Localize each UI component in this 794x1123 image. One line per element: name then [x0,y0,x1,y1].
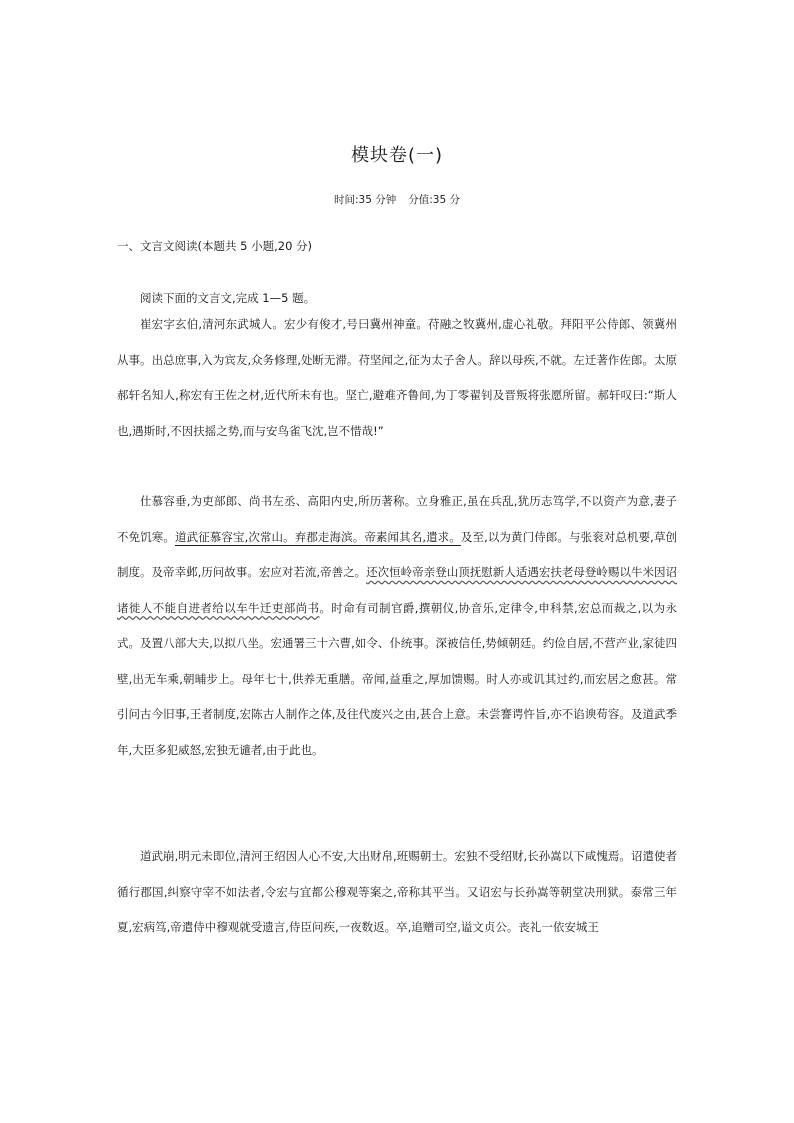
underlined-sentence-2: 弃郡走海滨。 [294,529,365,544]
time-limit: 时间:35 分钟 [334,194,397,206]
underlined-sentence-1: 道武征慕容宝,次常山。 [175,529,295,544]
exam-info [0,192,794,207]
section-heading: 一、文言文阅读(本题共 5 小题,20 分) [117,239,313,253]
passage-paragraph-2 [117,484,677,768]
page-title: 模块卷(一) [350,145,444,166]
wavy-underlined-passage: 还次恒岭帝亲登山顶抚慰新人适遇宏扶老母登岭赐以牛米因诏诸徙人不能自进者给以车牛迁吏部尚书 [117,565,678,615]
reading-instruction: 阅读下面的文言文,完成 1—5 题。 [140,291,316,305]
total-score: 分值:35 分 [408,194,460,206]
passage-paragraph-3: 道武崩,明元未即位,清河王绍因人心不安,大出财帛,班赐朝士。宏独不受绍财,长孙嵩以下咸愧焉。诏遣使者循行郡国,纠察守宰不如法者,令宏与宜都公穆观等案之,帝称其平当。又诏宏与长孙嵩等朝堂决刑狱。泰常三年夏,宏病笃,帝遣侍中穆观就受遗言,侍臣问疾,一夜数返。卒,追赠司空,谥文贞公。丧礼一依安城王 [117,849,677,934]
underlined-sentence-3: 帝素闻其名,遣求。 [364,529,461,544]
paragraph-text: 及至,以为黄门侍郎。与张衮对总机要,草创制度。及帝幸邺,历问故事。宏应对若流,帝善之。 [117,529,678,579]
paragraph-text: 。时命有司制官爵,撰朝仪,协音乐,定律令,申科禁,宏总而裁之,以为永式。及置八部大夫,以拟八坐。宏通署三十六曹,如令、仆统事。深被信任,势倾朝廷。约俭自居,不营产业,家徒四壁,出无车乘,朝晡步上。母年七十,供养无重膳。帝闻,益重之,厚加馈赐。时人亦或讥其过约,而宏居之愈甚。常引问古今旧事,王者制度,宏陈古人制作之体,及往代废兴之由,甚合上意。未尝謇谔忤旨,亦不谄谀苟容。及道武季年,大臣多犯威怒,宏独无谴者,由于此也。 [117,600,678,757]
paragraph-text: 仕慕容垂,为吏部郎、尚书左丞、高阳内史,所历著称。立身雅正,虽在兵乱,犹历志笃学,不以资产为意,妻子不免饥寒。 [117,494,677,544]
passage-paragraph-1: 崔宏字玄伯,清河东武城人。宏少有俊才,号曰冀州神童。苻融之牧冀州,虚心礼敬。拜阳平公侍郎、领冀州从事。出总庶事,入为宾友,众务修理,处断无滞。苻坚闻之,征为太子舍人。辞以母疾,不就。左迁著作佐郎。太原郝轩名知人,称宏有王佐之材,近代所未有也。坚亡,避难齐鲁间,为丁零翟钊及晋叛将张愿所留。郝轩叹曰:“斯人也,遇斯时,不因扶摇之势,而与安鸟雀飞沈,岂不惜哉!” [117,317,677,438]
